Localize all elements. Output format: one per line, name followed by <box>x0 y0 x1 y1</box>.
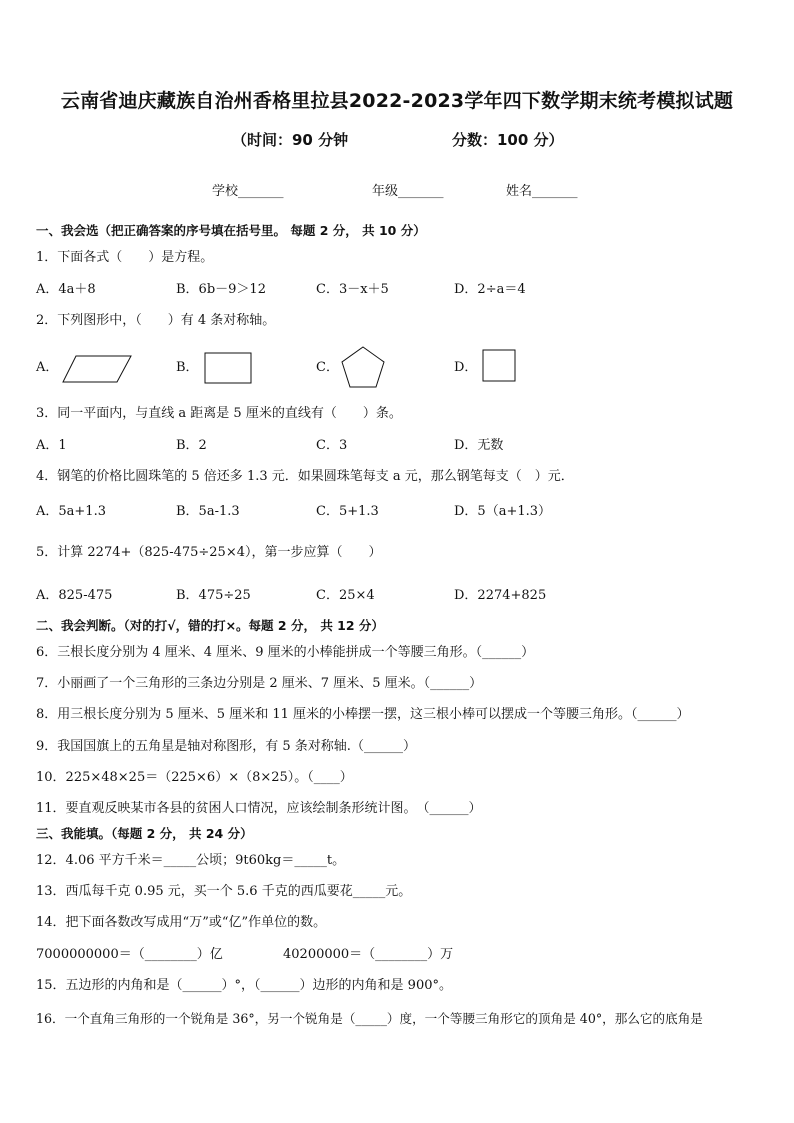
exam-title: 云南省迪庆藏族自治州香格里拉县2022-2023学年四下数学期末统考模拟试题 <box>60 90 734 112</box>
grade-field: 年级_______ <box>372 184 444 199</box>
parallelogram-icon <box>62 355 134 383</box>
q4-option-b: B．5a-1.3 <box>176 504 240 519</box>
question-6: 6．三根长度分别为 4 厘米、4 厘米、9 厘米的小棒能拼成一个等腰三角形。（______） <box>36 645 535 660</box>
q1-option-a: A．4a＋8 <box>36 282 96 297</box>
q1-option-c: C．3－x＋5 <box>316 282 389 297</box>
q3-option-d: D．无数 <box>454 438 504 453</box>
question-4-stem: 4．钢笔的价格比圆珠笔的 5 倍还多 1.3 元．如果圆珠笔每支 a 元，那么钢笔每支（ ）元． <box>36 469 574 484</box>
question-5-stem: 5．计算 2274+（825-475÷25×4），第一步应算（ ） <box>36 545 382 560</box>
exam-time: （时间：90 分钟 <box>232 131 349 149</box>
q4-option-c: C．5+1.3 <box>316 504 379 519</box>
question-7: 7．小丽画了一个三角形的三条边分别是 2 厘米、7 厘米、5 厘米。（______） <box>36 676 483 691</box>
question-12: 12．4.06 平方千米＝_____公顷；9t60kg＝_____t。 <box>36 853 346 868</box>
q1-option-d: D．2÷a＝4 <box>454 282 526 297</box>
square-icon <box>482 349 516 382</box>
question-8: 8．用三根长度分别为 5 厘米、5 厘米和 11 厘米的小棒摆一摆，这三根小棒可以摆成一个等腰三角形。（______） <box>36 707 690 722</box>
rectangle-icon <box>204 352 252 384</box>
q1-option-b: B．6b－9＞12 <box>176 282 266 297</box>
question-11: 11．要直观反映某市各县的贫困人口情况，应该绘制条形统计图。 （______） <box>36 801 482 816</box>
question-2-stem: 2．下列图形中，（ ）有 4 条对称轴。 <box>36 313 276 328</box>
section-3-heading: 三、我能填。（每题 2 分， 共 24 分） <box>36 826 253 841</box>
q3-option-b: B．2 <box>176 438 207 453</box>
q5-option-a: A．825-475 <box>36 588 113 603</box>
q3-option-c: C．3 <box>316 438 348 453</box>
section-2-heading: 二、我会判断。（对的打√，错的打×。每题 2 分， 共 12 分） <box>36 618 384 633</box>
question-15: 15．五边形的内角和是（______）°，（______）边形的内角和是 900°。 <box>36 978 452 993</box>
question-13: 13．西瓜每千克 0.95 元，买一个 5.6 千克的西瓜要花_____元。 <box>36 884 412 899</box>
question-10: 10．225×48×25＝（225×6）×（8×25）。（____） <box>36 770 353 785</box>
q2-option-a: A． <box>36 360 59 375</box>
question-16: 16．一个直角三角形的一个锐角是 36°，另一个锐角是（_____）度，一个等腰三角形它的顶角是 40°，那么它的底角是 <box>36 1011 703 1026</box>
q2-option-d: D． <box>454 360 478 375</box>
q5-option-c: C．25×4 <box>316 588 375 603</box>
school-field: 学校_______ <box>212 184 284 199</box>
q4-option-a: A．5a+1.3 <box>36 504 106 519</box>
question-3-stem: 3．同一平面内，与直线 a 距离是 5 厘米的直线有（ ）条。 <box>36 406 402 421</box>
exam-score: 分数：100 分） <box>452 131 564 149</box>
question-14-part-a: 7000000000＝（________）亿 <box>36 947 223 962</box>
q3-option-a: A．1 <box>36 438 67 453</box>
q2-option-c: C． <box>316 360 339 375</box>
section-1-heading: 一、我会选（把正确答案的序号填在括号里。 每题 2 分， 共 10 分） <box>36 223 426 238</box>
name-field: 姓名_______ <box>506 184 578 199</box>
q4-option-d: D．5（a+1.3） <box>454 504 552 519</box>
question-14-part-b: 40200000＝（________）万 <box>283 947 454 962</box>
pentagon-icon <box>341 346 385 388</box>
question-14: 14．把下面各数改写成用“万”或“亿”作单位的数。 <box>36 915 327 930</box>
question-9: 9．我国国旗上的五角星是轴对称图形，有 5 条对称轴.（______） <box>36 739 416 754</box>
question-1-stem: 1．下面各式（ ）是方程。 <box>36 250 214 265</box>
q5-option-b: B．475÷25 <box>176 588 251 603</box>
q5-option-d: D．2274+825 <box>454 588 547 603</box>
q2-option-b: B． <box>176 360 199 375</box>
